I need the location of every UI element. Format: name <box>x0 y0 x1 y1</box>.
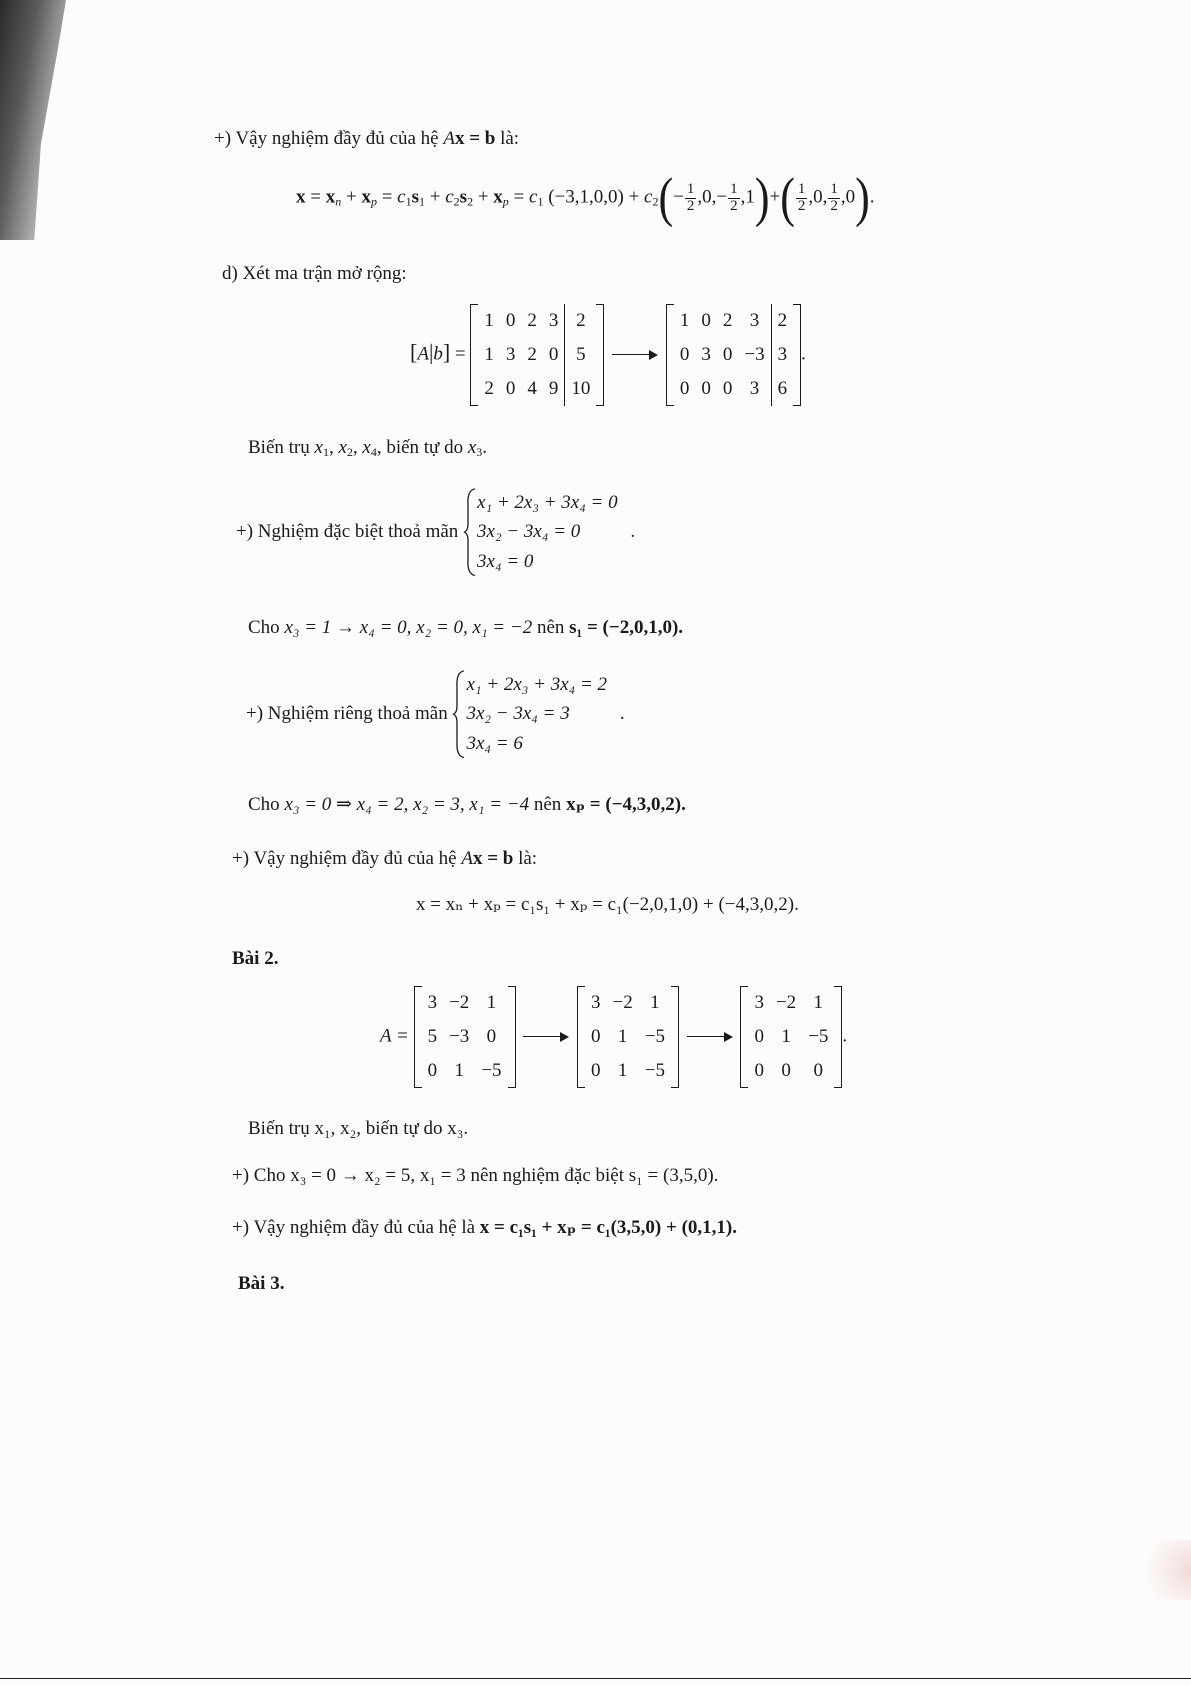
matrix-cell: 0 <box>781 1060 791 1082</box>
matrix-cell: −2 <box>612 992 633 1014</box>
matrix-cell: 1 <box>454 1060 464 1082</box>
matrix-cell: 0 <box>813 1060 824 1082</box>
intro-text: +) Vậy nghiệm đầy đủ của hệ <box>214 128 439 149</box>
equation-line: 3x₂ − 3x₄ = 0 <box>477 521 581 543</box>
arrow-icon <box>523 1030 569 1044</box>
scan-smudge <box>1131 1540 1191 1600</box>
matrix-cell: 0 <box>754 1060 764 1082</box>
linear-system <box>452 670 607 758</box>
matrix-cell: 10 <box>571 378 591 400</box>
eq-xb: x = b <box>454 128 496 149</box>
matrix-cell: −5 <box>481 1060 502 1082</box>
bai3-title: Bài 3. <box>238 1273 285 1294</box>
page-bottom-edge <box>0 1678 1191 1679</box>
matrix-cell: −5 <box>644 1026 665 1048</box>
matrix-cell: 9 <box>543 372 565 406</box>
matrix-cell: −5 <box>808 1026 829 1048</box>
full-solution-equation-c: $x = x_n + x_p = c_1s_1 + c_2s_2 + x_p = c_1$ $(-3,1,0,0) + c_2(-$ $\frac{1}{2}$ ,0,− $\frac{1}{2}$ ,1)+( $\frac{1}{2}$ ,0, $\frac{1}{2}$ ,0). <box>296 166 875 228</box>
matrix-A <box>414 986 516 1088</box>
matrix-cell: 0 <box>679 378 690 400</box>
matrix-rref <box>740 986 842 1088</box>
section-d-title: d) Xét ma trận mở rộng: <box>222 263 407 284</box>
fraction: $\frac{1}{2}$ <box>686 180 695 214</box>
equation-line: x₁ + 2x₃ + 3x₄ = 2 <box>466 674 608 695</box>
matrix-cell: 3 <box>754 992 764 1014</box>
bai2-title: Bài 2. <box>232 948 279 969</box>
matrix-cell: 0 <box>543 338 565 372</box>
special-solution-system: +) Nghiệm đặc biệt thoả mãn x₁ + 2x₃ + 3x₄ = 0 3x₂ − 3x₄ = 0 3x₄ = 0 . <box>236 488 635 576</box>
matrix-cell: 1 <box>617 1026 628 1048</box>
matrix-cell: 2 <box>527 310 537 332</box>
fraction: $\frac{1}{2}$ <box>730 180 738 214</box>
equation-line: 3x₂ − 3x₄ = 3 <box>466 703 570 725</box>
brace-icon <box>452 670 466 758</box>
matrix-cell: −2 <box>775 992 797 1014</box>
matrix-cell: 2 <box>722 310 733 332</box>
right-bracket <box>508 986 516 1088</box>
equation-line: x₁ + 2x₃ + 3x₄ = 0 <box>477 492 618 513</box>
equation-line: 3x₄ = 0 <box>477 550 534 572</box>
full-solution-intro <box>214 128 519 150</box>
matrix-cell: 2 <box>576 310 586 332</box>
arrow-icon <box>687 1030 733 1044</box>
matrix-cell: 3 <box>591 992 601 1014</box>
matrix-cell: 1 <box>486 992 497 1014</box>
matrix-cell: 0 <box>701 310 711 332</box>
linear-system <box>463 488 618 576</box>
matrix-augmented-original <box>470 304 604 406</box>
matrix-cell: −3 <box>449 1026 470 1048</box>
right-bracket <box>793 304 801 406</box>
matrix-cell: 3 <box>777 344 788 366</box>
matrix-cell: 0 <box>505 378 516 400</box>
matrix-cell: 3 <box>701 344 711 366</box>
vector-s1: (−3,1,0,0) <box>548 186 624 208</box>
left-bracket <box>740 986 748 1088</box>
matrix-cell: −2 <box>449 992 470 1014</box>
bai2-matrix-row: A = 3 −2 1 5 −3 0 0 1 −5 3 −2 1 0 1 −5 0 1 −5 3 −2 1 0 1 −5 0 0 0 . <box>380 986 847 1088</box>
matrix-cell: 3 <box>505 344 516 366</box>
matrix-cell: 1 <box>781 1026 791 1048</box>
matrix-cell: 4 <box>527 378 537 400</box>
matrix-cell: 0 <box>486 1026 497 1048</box>
matrix-cell: 3 <box>738 372 771 406</box>
var-A: A <box>443 128 455 149</box>
bai2-full-solution: +) Vậy nghiệm đầy đủ của hệ là x = c₁s₁ + xₚ = c₁(3,5,0) + (0,1,1). <box>232 1217 737 1238</box>
matrix-cell: 1 <box>679 310 690 332</box>
left-bracket <box>470 304 478 406</box>
right-bracket <box>671 986 679 1088</box>
brace-icon <box>463 488 477 576</box>
matrix-cell: 1 <box>484 344 494 366</box>
matrix-cell: 0 <box>591 1026 601 1048</box>
bai2-special-line: +) Cho x₃ = 0 → x₂ = 5, x₁ = 3 nên nghiệm đặc biệt s₁ = (3,5,0). <box>232 1165 719 1186</box>
augmented-matrix-row: [A|b] = 1 0 2 3 2 1 3 2 0 5 2 0 4 9 10 1 0 2 3 2 0 3 0 −3 3 0 0 0 3 6 . <box>410 304 806 406</box>
la-text: là: <box>500 128 520 149</box>
bai2-pivot-line: Biến trụ x₁, x₂, biến tự do x₃. <box>248 1118 469 1139</box>
equation-line: 3x₄ = 6 <box>466 732 523 754</box>
special-solution-line: Cho x₃ = 1 → x₄ = 0, x₂ = 0, x₁ = −2 nên s₁ = (−2,0,1,0). <box>248 617 684 638</box>
matrix-cell: 3 <box>427 992 438 1014</box>
matrix-cell: 2 <box>527 344 537 366</box>
fraction: $\frac{1}{2}$ <box>830 180 838 214</box>
matrix-cell: 0 <box>679 344 690 366</box>
matrix-cell: 0 <box>427 1060 438 1082</box>
matrix-cell: 0 <box>701 378 711 400</box>
matrix-cell: 1 <box>813 992 824 1014</box>
matrix-cell: 1 <box>617 1060 628 1082</box>
particular-solution-line: Cho x₃ = 0 ⇒ x₄ = 2, x₂ = 3, x₁ = −4 nên xₚ = (−4,3,0,2). <box>248 794 686 815</box>
matrix-cell: 3 <box>738 304 771 338</box>
particular-solution-system: +) Nghiệm riêng thoả mãn x₁ + 2x₃ + 3x₄ = 2 3x₂ − 3x₄ = 3 3x₄ = 6 . <box>246 670 625 758</box>
full-solution-intro-d: +) Vậy nghiệm đầy đủ của hệ Ax = b là: <box>232 848 538 869</box>
right-bracket <box>596 304 604 406</box>
matrix-cell: −3 <box>738 338 771 372</box>
scan-edge-shadow <box>0 0 66 240</box>
left-bracket <box>666 304 674 406</box>
matrix-cell: 2 <box>484 378 494 400</box>
pivot-vars-d: Biến trụ $x_1$, $x_2$, $x_4$, biến tự do $x_3$. <box>248 437 488 459</box>
matrix-cell: 0 <box>505 310 516 332</box>
fraction: $\frac{1}{2}$ <box>797 180 806 214</box>
matrix-step1 <box>577 986 679 1088</box>
matrix-cell: 0 <box>591 1060 601 1082</box>
matrix-cell: −5 <box>644 1060 665 1082</box>
matrix-cell: 0 <box>722 344 733 366</box>
matrix-cell: 0 <box>754 1026 764 1048</box>
matrix-cell: 2 <box>777 310 788 332</box>
arrow-icon <box>612 348 658 362</box>
matrix-augmented-reduced <box>666 304 801 406</box>
left-bracket <box>414 986 422 1088</box>
full-solution-equation-d: x = xₙ + xₚ = c₁s₁ + xₚ = c₁(−2,0,1,0) + (−4,3,0,2). <box>416 894 799 915</box>
matrix-cell: 3 <box>543 304 565 338</box>
right-bracket <box>834 986 842 1088</box>
matrix-cell: 1 <box>484 310 494 332</box>
matrix-cell: 5 <box>576 344 586 366</box>
matrix-cell: 1 <box>650 992 660 1014</box>
matrix-cell: 5 <box>427 1026 438 1048</box>
left-bracket <box>577 986 585 1088</box>
matrix-cell: 6 <box>777 378 788 400</box>
matrix-cell: 0 <box>722 378 733 400</box>
